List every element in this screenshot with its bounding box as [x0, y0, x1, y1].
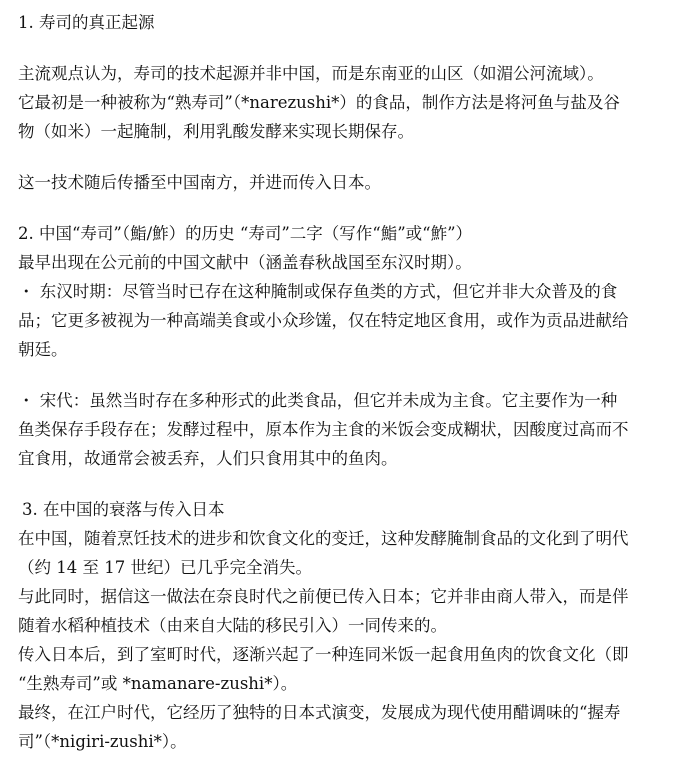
paragraph-line: 最终，在江户时代，它经历了独特的日本式演变，发展成为现代使用醋调味的“握寿 [18, 703, 621, 722]
paragraph-gap [18, 364, 665, 386]
paragraph-line: 与此同时，据信这一做法在奈良时代之前便已传入日本；它并非由商人带入，而是伴 [18, 587, 629, 606]
paragraph-line: 随着水稻种植技术（由来自大陆的移民引入）一同传来的。 [18, 616, 447, 635]
paragraph-line: 最早出现在公元前的中国文献中（涵盖春秋战国至东汉时期）。 [18, 253, 472, 272]
paragraph-gap [18, 197, 665, 219]
paragraph-line: 司”（*nigiri-zushi*）。 [18, 732, 187, 751]
paragraph-line: 品；它更多被视为一种高端美食或小众珍馐，仅在特定地区食用，或作为贡品进献给 [18, 311, 629, 330]
paragraph-line: 它最初是一种被称为“熟寿司”（*narezushi*）的食品，制作方法是将河鱼与盐及谷 [18, 93, 620, 112]
paragraph-line: 鱼类保存手段存在；发酵过程中，原本作为主食的米饭会变成糊状，因酸度过高而不 [18, 420, 629, 439]
paragraph-line: 宜食用，故通常会被丢弃，人们只食用其中的鱼肉。 [18, 449, 398, 468]
paragraph-line: 传入日本后，到了室町时代，逐渐兴起了一种连同米饭一起食用鱼肉的饮食文化（即 [18, 645, 629, 664]
paragraph-line: 主流观点认为，寿司的技术起源并非中国，而是东南亚的山区（如湄公河流域）。 [18, 64, 604, 83]
paragraph-gap [18, 37, 665, 59]
bullet-line-eastern-han: ・ 东汉时期：尽管当时已存在这种腌制或保存鱼类的方式，但它并非大众普及的食 [18, 282, 618, 301]
section-heading-origin: 1. 寿司的真正起源 [18, 13, 155, 32]
paragraph-line: 在中国，随着烹饪技术的进步和饮食文化的变迁，这种发酵腌制食品的文化到了明代 [18, 529, 629, 548]
section-heading-china-history: 2. 中国“寿司”（鮨/鮓）的历史 “寿司”二字（写作“鮨”或“鮓”） [18, 224, 473, 243]
section-heading-decline: 3. 在中国的衰落与传入日本 [22, 500, 225, 519]
paragraph-line: 这一技术随后传播至中国南方，并进而传入日本。 [18, 173, 381, 192]
bullet-line-song: ・ 宋代：虽然当时存在多种形式的此类食品，但它并未成为主食。它主要作为一种 [18, 391, 618, 410]
paragraph-gap [18, 146, 665, 168]
paragraph-line: 物（如米）一起腌制，利用乳酸发酵来实现长期保存。 [18, 122, 414, 141]
paragraph-line: 朝廷。 [18, 340, 68, 359]
paragraph-line: “生熟寿司”或 *namanare-zushi*）。 [18, 674, 298, 693]
paragraph-gap [18, 473, 665, 495]
paragraph-line: （约 14 至 17 世纪）已几乎完全消失。 [18, 558, 312, 577]
